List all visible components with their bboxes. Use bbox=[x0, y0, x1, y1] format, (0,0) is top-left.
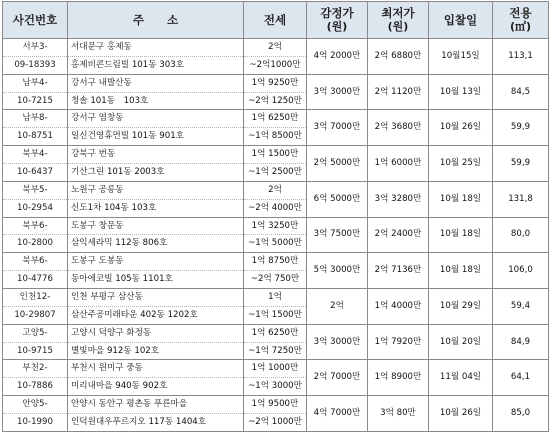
jeonse-max: ~2억 1250만 bbox=[244, 92, 307, 110]
jeonse-max: ~2억 4000만 bbox=[244, 199, 307, 217]
appraisal-price: 4억 2000만 bbox=[307, 39, 368, 75]
jeonse-max: ~1억 5000만 bbox=[244, 235, 307, 253]
address-building: 홍제비콘드림빌 101동 303호 bbox=[68, 56, 244, 74]
case-number-serial: 10-2800 bbox=[3, 235, 68, 253]
minimum-price: 2억 6880만 bbox=[368, 39, 429, 75]
address-district: 도봉구 도봉동 bbox=[68, 253, 244, 271]
header-appraisal-label: 감정가 bbox=[320, 6, 354, 20]
table-body bbox=[3, 39, 549, 432]
minimum-price: 2억 3680만 bbox=[368, 110, 429, 146]
minimum-price: 3억 80만 bbox=[368, 396, 429, 432]
appraisal-price: 6억 5000만 bbox=[307, 181, 368, 217]
jeonse-max: ~1억 3000만 bbox=[244, 378, 307, 396]
appraisal-price: 3억 3000만 bbox=[307, 74, 368, 110]
header-area-unit: (㎡) bbox=[509, 20, 532, 33]
bid-date: 10월 25일 bbox=[429, 146, 493, 182]
address-district: 도봉구 창문동 bbox=[68, 217, 244, 235]
exclusive-area: 113,1 bbox=[493, 39, 549, 75]
jeonse-min: 1억 9250만 bbox=[244, 74, 307, 92]
exclusive-area: 131,8 bbox=[493, 181, 549, 217]
jeonse-min: 1억 bbox=[244, 289, 307, 307]
minimum-price: 1억 6000만 bbox=[368, 146, 429, 182]
table-row bbox=[3, 360, 549, 378]
case-number-serial: 10-1990 bbox=[3, 414, 68, 432]
header-minimum-unit: (원) bbox=[387, 20, 409, 33]
header-case-number: 사건번호 bbox=[3, 2, 68, 39]
address-district: 부천시 원미구 중동 bbox=[68, 360, 244, 378]
jeonse-min: 1억 1000만 bbox=[244, 360, 307, 378]
minimum-price: 1억 8900만 bbox=[368, 360, 429, 396]
appraisal-price: 5억 3000만 bbox=[307, 253, 368, 289]
bid-date: 10월 20일 bbox=[429, 324, 493, 360]
bid-date: 10월 26일 bbox=[429, 396, 493, 432]
table-row bbox=[3, 74, 549, 92]
minimum-price: 2억 1120만 bbox=[368, 74, 429, 110]
case-number-court: 부천2- bbox=[3, 360, 68, 378]
header-jeonse: 전세 bbox=[244, 2, 307, 39]
header-bid-date: 입찰일 bbox=[429, 2, 493, 39]
address-district: 강서구 염창동 bbox=[68, 110, 244, 128]
appraisal-price: 3억 7000만 bbox=[307, 110, 368, 146]
header-minimum-label: 최저가 bbox=[381, 6, 415, 20]
bid-date: 11월 04일 bbox=[429, 360, 493, 396]
header-area bbox=[493, 2, 549, 39]
bid-date: 10월 18일 bbox=[429, 217, 493, 253]
address-district: 서대문구 홍제동 bbox=[68, 39, 244, 57]
exclusive-area: 106,0 bbox=[493, 253, 549, 289]
address-district: 인천 부평구 삼산동 bbox=[68, 289, 244, 307]
case-number-serial: 10-7886 bbox=[3, 378, 68, 396]
address-building: 미리내마을 940동 902호 bbox=[68, 378, 244, 396]
jeonse-max: ~1억 1500만 bbox=[244, 306, 307, 324]
case-number-serial: 10-4776 bbox=[3, 271, 68, 289]
table-row bbox=[3, 324, 549, 342]
appraisal-price: 3억 3000만 bbox=[307, 324, 368, 360]
jeonse-min: 1억 6250만 bbox=[244, 110, 307, 128]
jeonse-min: 2억 bbox=[244, 181, 307, 199]
minimum-price: 1억 7920만 bbox=[368, 324, 429, 360]
appraisal-price: 2억 7000만 bbox=[307, 360, 368, 396]
address-district: 강북구 번동 bbox=[68, 146, 244, 164]
address-district: 노원구 공릉동 bbox=[68, 181, 244, 199]
table-row bbox=[3, 181, 549, 199]
header-row bbox=[3, 2, 549, 39]
case-number-court: 남부4- bbox=[3, 74, 68, 92]
case-number-court: 남부8- bbox=[3, 110, 68, 128]
case-number-serial: 10-29807 bbox=[3, 306, 68, 324]
table-row bbox=[3, 146, 549, 164]
address-building: 인덕원대우푸르지오 117동 1404호 bbox=[68, 414, 244, 432]
table-row bbox=[3, 289, 549, 307]
bid-date: 10월 13일 bbox=[429, 74, 493, 110]
case-number-court: 북부5- bbox=[3, 181, 68, 199]
case-number-serial: 10-8751 bbox=[3, 128, 68, 146]
address-district: 고양시 덕양구 화정동 bbox=[68, 324, 244, 342]
table-row bbox=[3, 39, 549, 57]
case-number-court: 북부6- bbox=[3, 217, 68, 235]
header-area-label: 전용 bbox=[509, 6, 532, 20]
case-number-court: 북부6- bbox=[3, 253, 68, 271]
jeonse-max: ~1억 7250만 bbox=[244, 342, 307, 360]
header-address: 주 소 bbox=[68, 2, 244, 39]
address-building: 신도1차 104동 103호 bbox=[68, 199, 244, 217]
minimum-price: 2억 2400만 bbox=[368, 217, 429, 253]
appraisal-price: 2억 bbox=[307, 289, 368, 325]
case-number-court: 인천12- bbox=[3, 289, 68, 307]
appraisal-price: 2억 5000만 bbox=[307, 146, 368, 182]
address-building: 별빛마을 912동 102호 bbox=[68, 342, 244, 360]
case-number-court: 서부3- bbox=[3, 39, 68, 57]
exclusive-area: 85,0 bbox=[493, 396, 549, 432]
minimum-price: 3억 3280만 bbox=[368, 181, 429, 217]
appraisal-price: 3억 7500만 bbox=[307, 217, 368, 253]
case-number-court: 북부4- bbox=[3, 146, 68, 164]
address-building: 삼익세라믹 112동 806호 bbox=[68, 235, 244, 253]
appraisal-price: 4억 7000만 bbox=[307, 396, 368, 432]
address-building: 기산그린 101동 2003호 bbox=[68, 164, 244, 182]
minimum-price: 1억 4000만 bbox=[368, 289, 429, 325]
exclusive-area: 59,9 bbox=[493, 146, 549, 182]
exclusive-area: 59,4 bbox=[493, 289, 549, 325]
jeonse-max: ~1억 2500만 bbox=[244, 164, 307, 182]
jeonse-min: 1억 6250만 bbox=[244, 324, 307, 342]
case-number-serial: 10-7215 bbox=[3, 92, 68, 110]
minimum-price: 2억 7136만 bbox=[368, 253, 429, 289]
auction-listing-table bbox=[2, 1, 549, 432]
table-row bbox=[3, 110, 549, 128]
exclusive-area: 59,9 bbox=[493, 110, 549, 146]
case-number-court: 안양5- bbox=[3, 396, 68, 414]
address-district: 안양시 동안구 평촌동 푸른마을 bbox=[68, 396, 244, 414]
exclusive-area: 84,9 bbox=[493, 324, 549, 360]
bid-date: 10월 26일 bbox=[429, 110, 493, 146]
address-building: 일신건영휴먼빌 101동 901호 bbox=[68, 128, 244, 146]
jeonse-max: ~2억 750만 bbox=[244, 271, 307, 289]
table-row bbox=[3, 396, 549, 414]
jeonse-min: 1억 9500만 bbox=[244, 396, 307, 414]
address-building: 삼산주공미래타운 402동 1202호 bbox=[68, 306, 244, 324]
jeonse-min: 1억 3250만 bbox=[244, 217, 307, 235]
bid-date: 10월 18일 bbox=[429, 253, 493, 289]
address-building: 청솔 101동 103호 bbox=[68, 92, 244, 110]
table-row bbox=[3, 217, 549, 235]
bid-date: 10월15일 bbox=[429, 39, 493, 75]
exclusive-area: 64,1 bbox=[493, 360, 549, 396]
header-appraisal bbox=[307, 2, 368, 39]
exclusive-area: 80,0 bbox=[493, 217, 549, 253]
bid-date: 10월 18일 bbox=[429, 181, 493, 217]
case-number-serial: 09-18393 bbox=[3, 56, 68, 74]
jeonse-max: ~2억1000만 bbox=[244, 56, 307, 74]
jeonse-max: ~2억 1000만 bbox=[244, 414, 307, 432]
exclusive-area: 84,5 bbox=[493, 74, 549, 110]
address-building: 동아에코빌 105동 1101호 bbox=[68, 271, 244, 289]
table-row bbox=[3, 253, 549, 271]
case-number-serial: 10-6437 bbox=[3, 164, 68, 182]
case-number-serial: 10-9715 bbox=[3, 342, 68, 360]
header-minimum bbox=[368, 2, 429, 39]
case-number-court: 고양5- bbox=[3, 324, 68, 342]
header-appraisal-unit: (원) bbox=[326, 20, 348, 33]
bid-date: 10월 29일 bbox=[429, 289, 493, 325]
address-district: 강서구 내발산동 bbox=[68, 74, 244, 92]
jeonse-min: 1억 8750만 bbox=[244, 253, 307, 271]
case-number-serial: 10-2954 bbox=[3, 199, 68, 217]
jeonse-min: 2억 bbox=[244, 39, 307, 57]
jeonse-min: 1억 1500만 bbox=[244, 146, 307, 164]
jeonse-max: ~1억 8500만 bbox=[244, 128, 307, 146]
